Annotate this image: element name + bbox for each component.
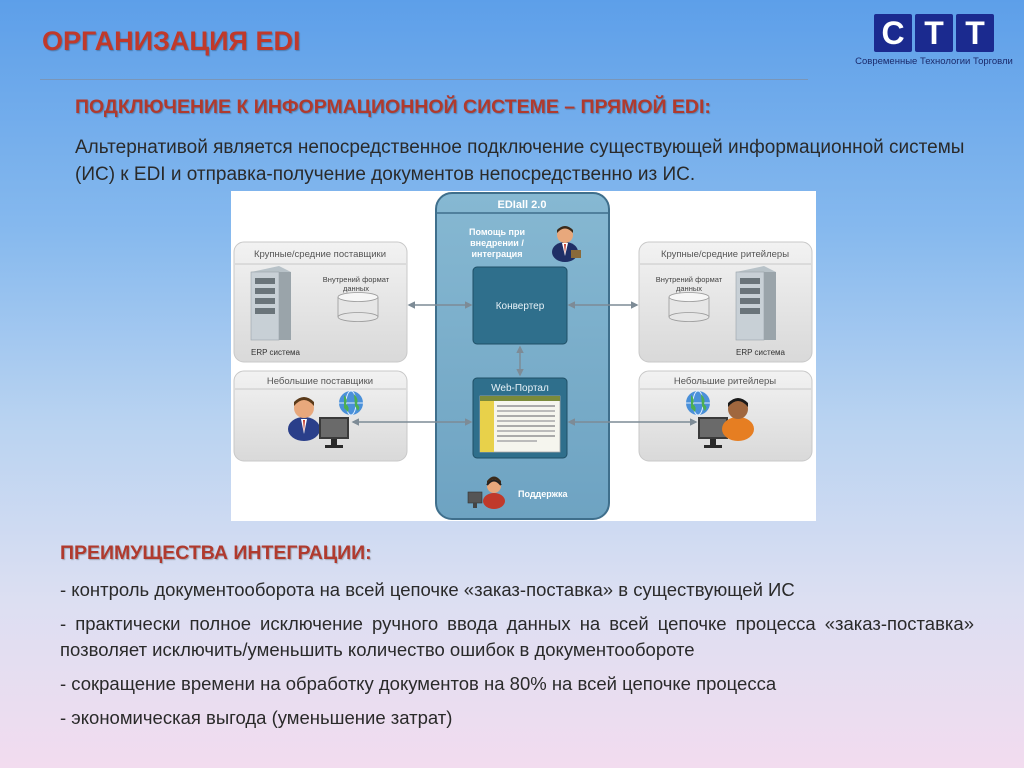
right-top-format-line1: Внутрений формат: [655, 275, 723, 284]
advantage-item: - контроль документооборота на всей цепочке «заказ-поставка» в существующей ИС: [60, 579, 795, 600]
help-label-line2: внедрении /: [470, 238, 524, 248]
left-top-title: Крупные/средние поставщики: [253, 249, 387, 260]
globe-icon: [339, 391, 363, 415]
globe-icon: [686, 391, 710, 415]
company-logo: [855, 14, 1013, 72]
right-top-format-line2: данных: [676, 284, 702, 293]
section-subtitle: ПОДКЛЮЧЕНИЕ К ИНФОРМАЦИОННОЙ СИСТЕМЕ – ПРЯМОЙ EDI:: [75, 96, 711, 118]
platform-title: EDIall 2.0: [497, 199, 547, 211]
database-icon: [338, 293, 378, 322]
logo-letter: С: [874, 14, 912, 52]
advantage-item: - практически полное исключение ручного ввода данных на всей цепочке процесса «заказ-поставка» позволяет исключить/уменьшить количество ошибок в документообороте: [60, 613, 974, 660]
right-top-erp: ERP система: [736, 348, 785, 357]
support-label: Поддержка: [518, 489, 568, 499]
edi-diagram: [231, 191, 816, 521]
server-icon: [736, 266, 776, 340]
title-divider: [40, 79, 808, 80]
logo-letter: Т: [915, 14, 953, 52]
intro-paragraph: Альтернативой является непосредственное подключение существующей информационной системы (ИС) к EDI и отправка-получение документов непосредственно из ИС.: [75, 137, 965, 185]
help-label-line3: интеграция: [471, 249, 523, 259]
right-bottom-title: Небольшие ритейлеры: [673, 376, 777, 387]
web-portal-screenshot: [480, 396, 560, 452]
advantages-title: ПРЕИМУЩЕСТВА ИНТЕГРАЦИИ:: [60, 542, 372, 564]
help-label-line1: Помощь при: [469, 227, 525, 237]
left-bottom-title: Небольшие поставщики: [266, 376, 374, 387]
left-top-erp: ERP система: [251, 348, 300, 357]
right-top-title: Крупные/средние ритейлеры: [660, 249, 790, 260]
database-icon: [669, 293, 709, 322]
left-top-format-line2: данных: [343, 284, 369, 293]
logo-letter: Т: [956, 14, 994, 52]
left-top-format-line1: Внутрений формат: [322, 275, 390, 284]
converter-label: Конвертер: [495, 301, 545, 312]
logo-letters: [855, 14, 1013, 52]
server-icon: [251, 266, 291, 340]
right-top-panel: [639, 242, 812, 362]
page-title: ОРГАНИЗАЦИЯ EDI: [42, 26, 301, 56]
web-portal-label: Web-Портал: [491, 383, 549, 394]
logo-subtitle: Современные Технологии Торговли: [855, 56, 1013, 67]
advantages-list: [60, 577, 974, 739]
advantage-item: - экономическая выгода (уменьшение затрат): [60, 707, 453, 728]
advantage-item: - сокращение времени на обработку документов на 80% на всей цепочке процесса: [60, 673, 777, 694]
